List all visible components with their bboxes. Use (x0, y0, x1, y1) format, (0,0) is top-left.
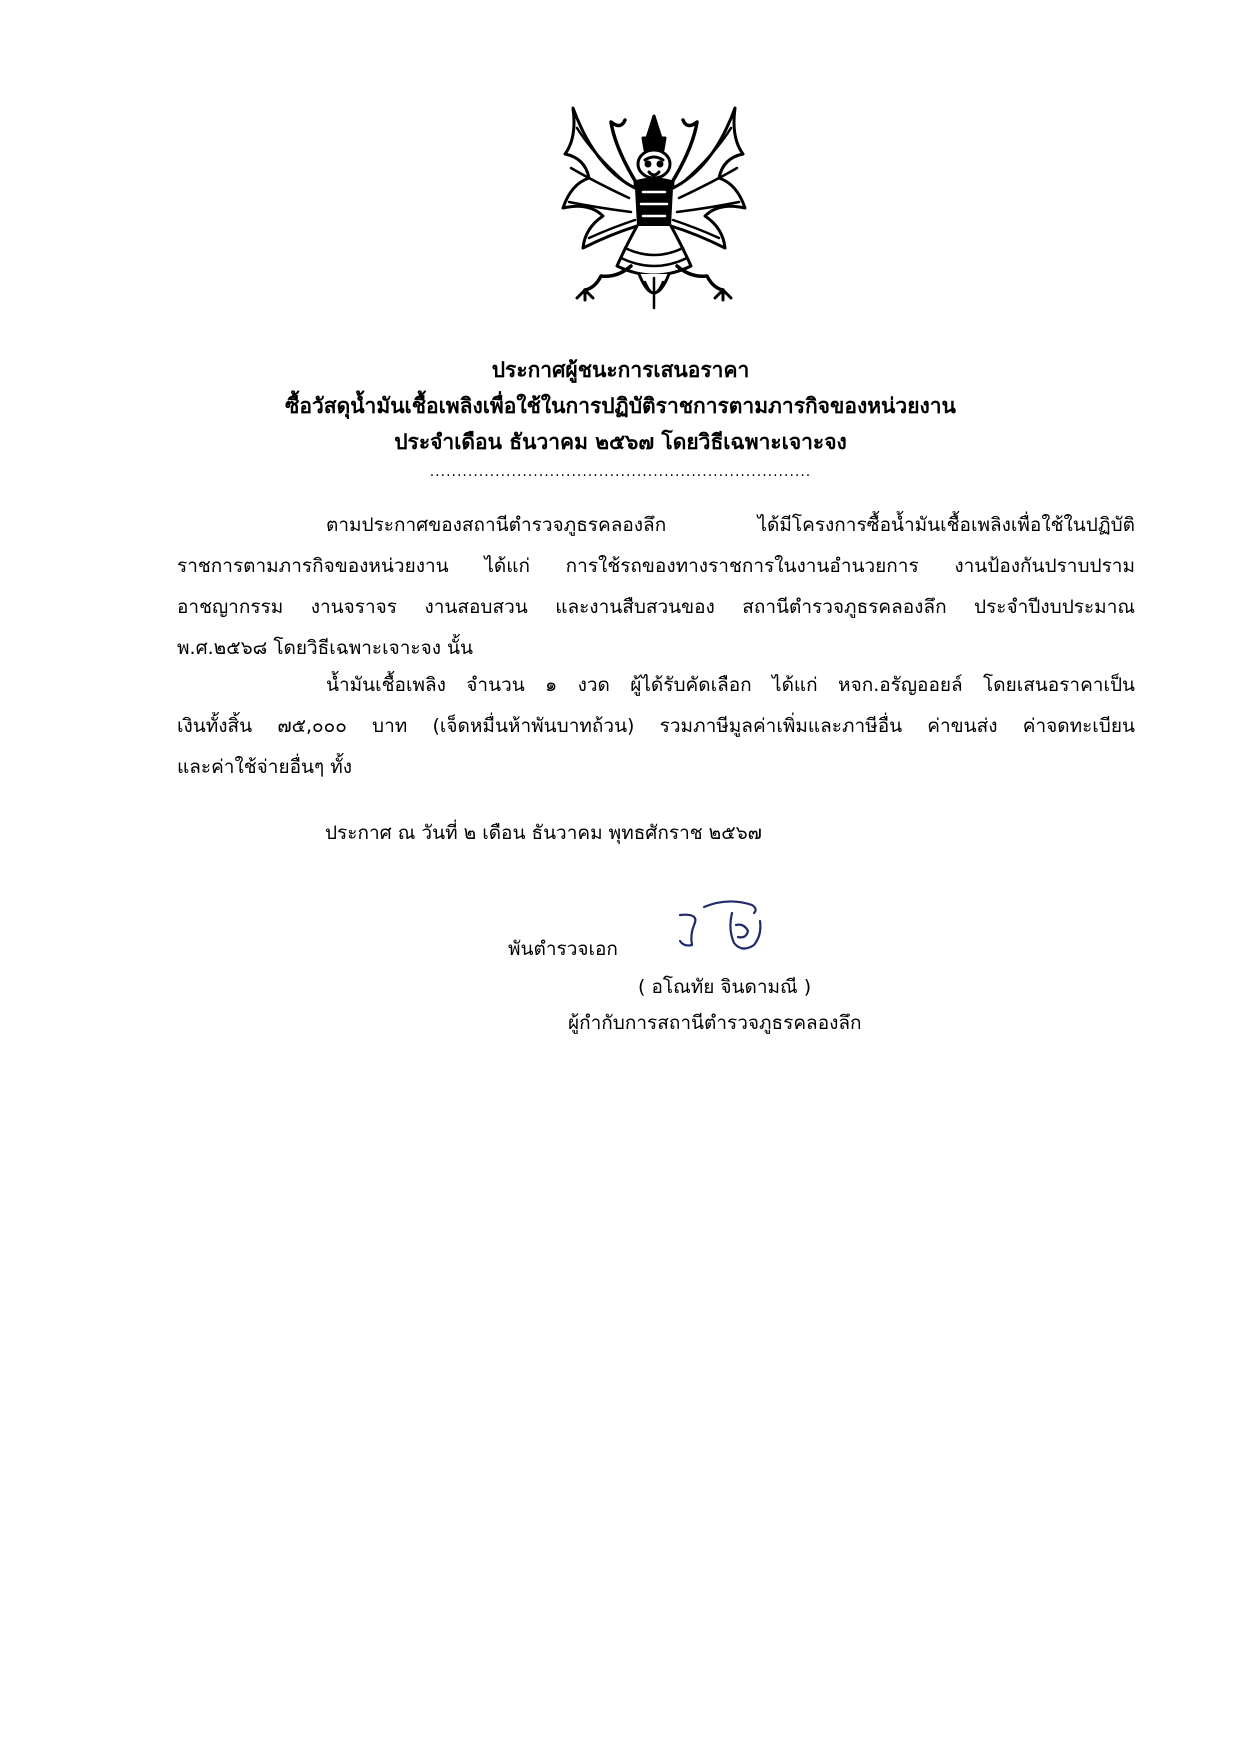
paragraph-line: และค่าใช้จ่ายอื่นๆ ทั้ง (177, 756, 353, 778)
announcement-subject: ซื้อวัสดุน้ำมันเชื้อเพลิงเพื่อใช้ในการปฏิบัติราชการตามภารกิจของหน่วยงาน (285, 394, 956, 418)
paragraph-line: พ.ศ.๒๕๖๘ โดยวิธีเฉพาะเจาะจง นั้น (177, 637, 474, 659)
announcement-title-block (150, 352, 1091, 482)
announcement-title: ประกาศผู้ชนะการเสนอราคา (491, 358, 750, 382)
signer-name: ( อโณทัย จินดามณี ) (638, 976, 812, 998)
announcement-period: ประจำเดือน ธันวาคม ๒๕๖๗ โดยวิธีเฉพาะเจาะจง (394, 430, 847, 454)
signer-position: ผู้กำกับการสถานีตำรวจภูธรคลองลึก (568, 1012, 862, 1034)
signer-rank: พันตำรวจเอก (508, 938, 618, 960)
paragraph-line: ราชการตามภารกิจของหน่วยงาน ได้แก่ การใช้รถของทางราชการในงานอำนวยการ งานป้องกันปราบปราม (177, 555, 1135, 577)
body-paragraph-2 (177, 665, 1135, 788)
paragraph-line: น้ำมันเชื้อเพลิง จำนวน ๑ งวด ผู้ได้รับคัดเลือก ได้แก่ หจก.อรัญออยล์ โดยเสนอราคาเป็น (326, 674, 1135, 696)
paragraph-line: อาชญากรรม งานจราจร งานสอบสวน และงานสืบสวนของ สถานีตำรวจภูธรคลองลึก ประจำปีงบประมาณ (177, 596, 1135, 618)
paragraph-line: เงินทั้งสิ้น ๗๕,๐๐๐ บาท (เจ็ดหมื่นห้าพันบาทถ้วน) รวมภาษีมูลค่าเพิ่มและภาษีอื่น ค่าขนส่ง ค่าจดทะเบียน (177, 715, 1135, 737)
handwritten-signature (670, 895, 790, 965)
announcement-date: ประกาศ ณ วันที่ ๒ เดือน ธันวาคม พุทธศักราช ๒๕๖๗ (325, 822, 762, 844)
title-divider: ...................................................................... (429, 464, 812, 480)
body-paragraph-1 (177, 505, 1135, 669)
garuda-emblem-icon (555, 98, 753, 318)
paragraph-line: ตามประกาศของสถานีตำรวจภูธรคลองลึก ได้มีโครงการซื้อน้ำมันเชื้อเพลิงเพื่อใช้ในปฏิบัติ (326, 514, 1135, 536)
